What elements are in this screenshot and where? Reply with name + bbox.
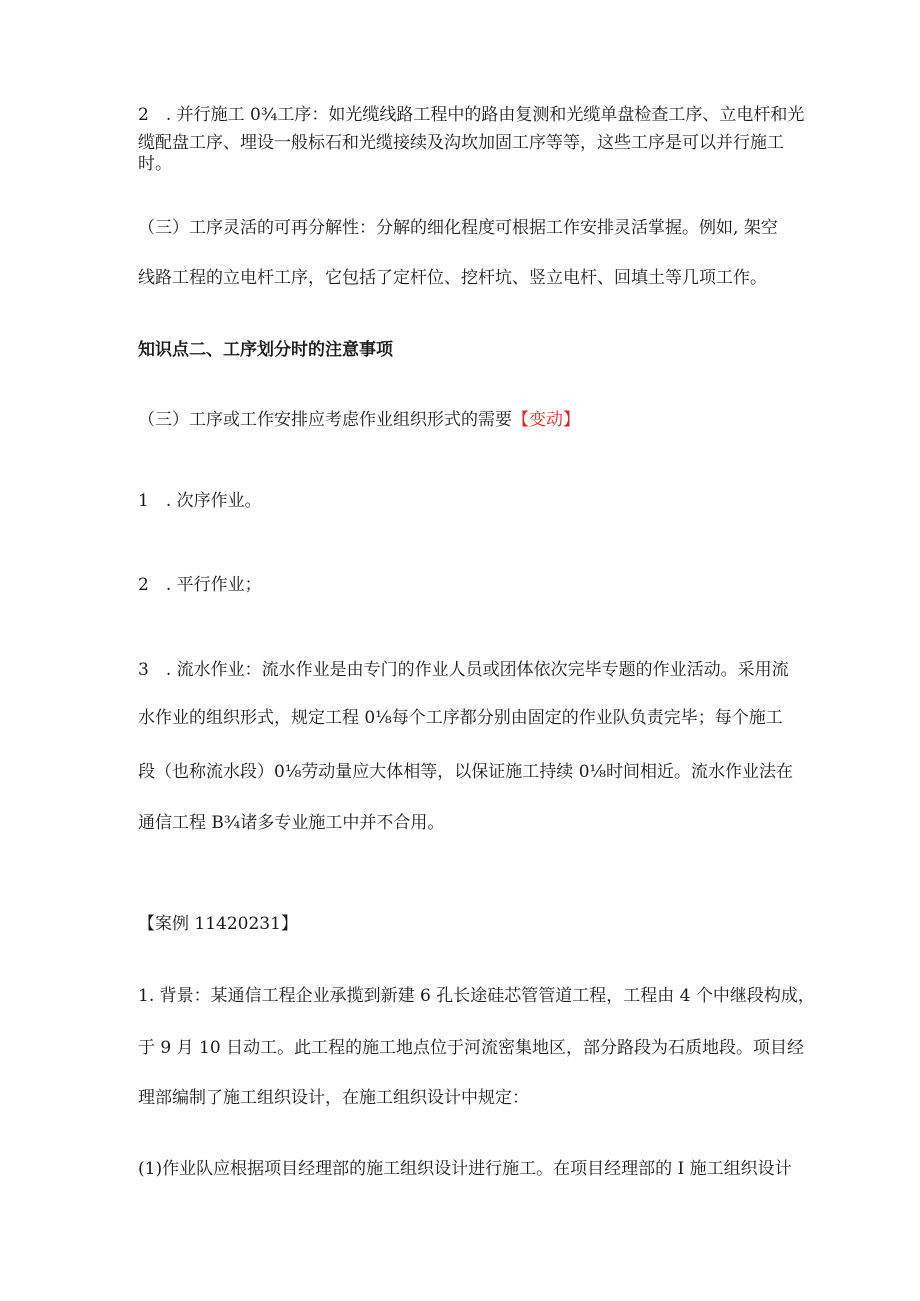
para-parallel-line-1: 2 . 并行施工 0¾工序：如光缆线路工程中的路由复测和光缆单盘检查工序、立电杆和光	[138, 105, 805, 125]
para-background-line-3: 理部编制了施工组织设计，在施工组织设计中规定：	[138, 1088, 529, 1108]
para-background-line-1: 1. 背景：某通信工程企业承揽到新建 6 孔长途硅芯管管道工程，工程由 4 个中继段构成，	[138, 986, 815, 1006]
change-tag: 【变动】	[512, 410, 580, 430]
section-heading: 知识点二、工序划分时的注意事项	[138, 340, 393, 360]
para-flow-line-2: 水作业的组织形式，规定工程 0⅛每个工序都分别由固定的作业队负责完毕；每个施工	[138, 708, 783, 728]
para-decompose-line-1: （三）工序灵活的可再分解性：分解的细化程度可根据工作安排灵活掌握。例如, 架空	[138, 218, 778, 238]
para-requirement-1: (1)作业队应根据项目经理部的施工组织设计进行施工。在项目经理部的 I 施工组织设计	[138, 1159, 792, 1179]
list-item-sequential: 1 . 次序作业。	[138, 491, 262, 511]
list-item-parallel: 2 . 平行作业；	[138, 575, 262, 595]
para-decompose-line-2: 线路工程的立电杆工序，它包括了定杆位、挖杆坑、竖立电杆、回填土等几项工作。	[138, 268, 767, 288]
para-background-line-2: 于 9 月 10 日动工。此工程的施工地点位于河流密集地区，部分路段为石质地段。项目经	[138, 1038, 805, 1058]
para-flow-line-4: 通信工程 B¾诸多专业施工中并不合用。	[138, 813, 445, 833]
para-org-form	[138, 408, 580, 432]
para-parallel-line-2: 缆配盘工序、埋设一般标石和光缆接续及沟坎加固工序等等，这些工序是可以并行施工	[138, 133, 784, 153]
para-flow-line-1: 3 . 流水作业：流水作业是由专门的作业人员或团体依次完毕专题的作业活动。采用流	[138, 660, 789, 680]
para-parallel-line-3: 时。	[138, 154, 172, 174]
para-org-form-text: （三）工序或工作安排应考虑作业组织形式的需要	[138, 410, 512, 430]
para-flow-line-3: 段（也称流水段）0⅛劳动量应大体相等，以保证施工持续 0⅛时间相近。流水作业法在	[138, 762, 793, 782]
case-label: 【案例 11420231】	[138, 914, 298, 934]
